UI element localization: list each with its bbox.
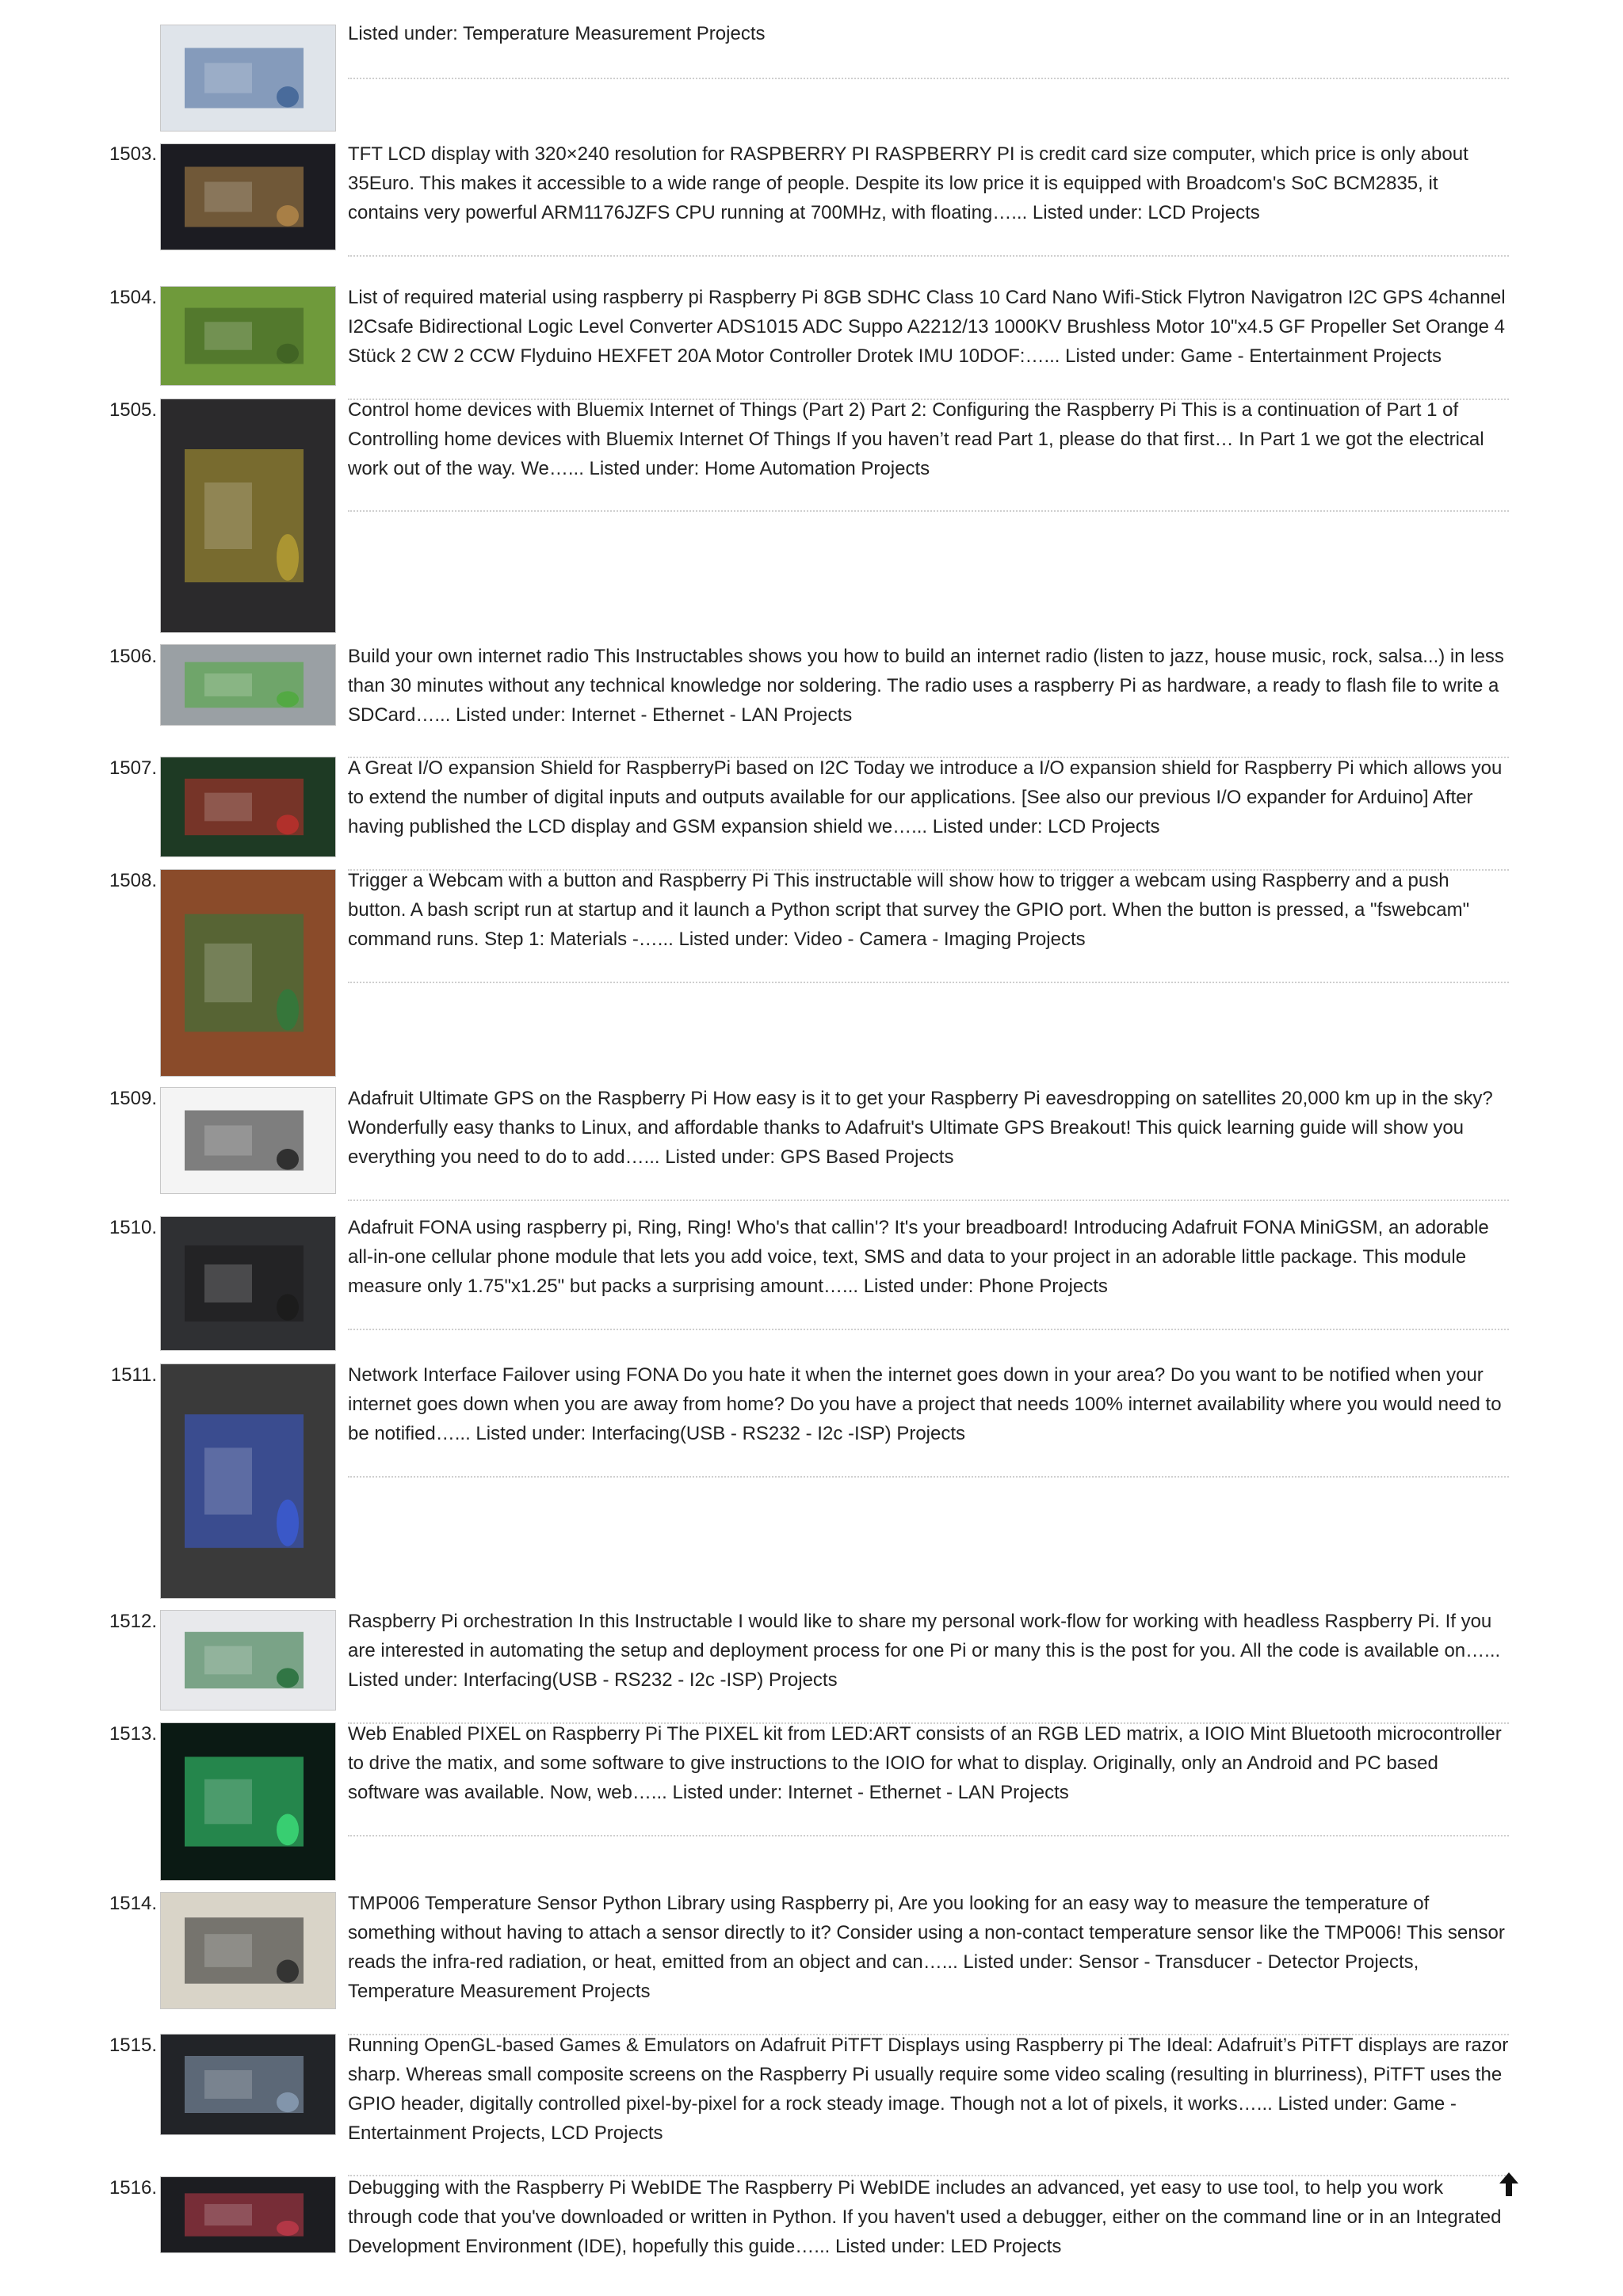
entry-description[interactable]: Build your own internet radio This Instructables shows you how to build an internet radio (listen to jazz, house music, rock, salsa...) in less than 30 minutes without any technical knowledge nor soldering. The radio uses a raspberry Pi as hardware, a ready to flash file to write a SDCard…... Listed under: Internet - Ethernet - LAN Projects [348, 646, 1504, 726]
entry-description[interactable]: TMP006 Temperature Sensor Python Library using Raspberry pi, Are you looking for an easy way to measure the temperature of something without having to attach a sensor directly to it? Consider using a non-contact temperature sensor like the TMP006! This sensor reads the infra-red radiation, or heat, emitted from an object and can…... Listed under: Sensor - Transducer - Detector Projects, Temperature Measurement Projects [348, 1893, 1505, 2002]
led-matrix-photo [161, 1723, 335, 1880]
back-to-top-button[interactable] [1498, 2171, 1520, 2198]
breadboard-wiring-photo [161, 399, 335, 632]
entry-separator [348, 255, 1509, 257]
entry-separator [348, 1329, 1509, 1330]
entry-separator [348, 982, 1509, 983]
entry-description[interactable]: Web Enabled PIXEL on Raspberry Pi The PIXEL kit from LED:ART consists of an RGB LED matrix, a IOIO Mint Bluetooth microcontroller to drive the matix, and some software to give instructions to the IOIO for what to display. Originally, only an Android and PC based software was available. Now, web…... Listed under: Internet - Ethernet - LAN Projects [348, 1723, 1502, 1803]
entry-number: 1513. [109, 1723, 157, 1745]
entry-number: 1507. [109, 757, 157, 779]
entry-thumbnail[interactable] [160, 1087, 336, 1194]
entry-thumbnail[interactable] [160, 1610, 336, 1711]
entry-thumbnail[interactable] [160, 757, 336, 857]
entry-description[interactable]: A Great I/O expansion Shield for RaspberryPi based on I2C Today we introduce a I/O expansion shield for Raspberry Pi which allows you to extend the number of digital inputs and outputs available for our applications. [See also our previous I/O expander for Arduino] After having published the LCD display and GSM expansion shield we…... Listed under: LCD Projects [348, 757, 1503, 837]
entry-description[interactable]: Network Interface Failover using FONA Do you hate it when the internet goes down in your area? Do you want to be notified when your internet goes down when you are away from home? Do you have a project that needs 100% internet availability where you would need to be notified…... Listed under: Interfacing(USB - RS232 - I2c -ISP) Projects [348, 1364, 1502, 1444]
entry-number: 1509. [109, 1088, 157, 1109]
fona-gsm-module-photo [161, 1217, 335, 1350]
gps-breakout-photo [161, 1088, 335, 1193]
entry-description[interactable]: Debugging with the Raspberry Pi WebIDE The Raspberry Pi WebIDE includes an advanced, yet easy to use tool, to help you work through code that you've downloaded or written in Python. If you haven't used a debugger, either on the command line or in an Integrated Development Environment (IDE), hopefully this guide…... Listed under: LED Projects [348, 2177, 1502, 2257]
entry-thumbnail[interactable] [160, 1363, 336, 1599]
entry-thumbnail[interactable] [160, 2176, 336, 2253]
entry-thumbnail[interactable] [160, 399, 336, 633]
entry-number: 1510. [109, 1217, 157, 1238]
tmp006-sensor-breadboard-photo [161, 1893, 335, 2008]
entry-description[interactable]: Listed under: Temperature Measurement Projects [348, 23, 766, 44]
entry-number: 1508. [109, 870, 157, 891]
entry-thumbnail[interactable] [160, 25, 336, 132]
entry-separator [348, 510, 1509, 512]
entry-description[interactable]: Adafruit FONA using raspberry pi, Ring, Ring! Who's that callin'? It's your breadboard! Introducing Adafruit FONA MiniGSM, an adorable all-in-one cellular phone module that lets you add voice, text, SMS and data to your project in an adorable little package. This module measure only 1.75"x1.25" but packs a surprising amount…... Listed under: Phone Projects [348, 1217, 1489, 1297]
entry-description[interactable]: Control home devices with Bluemix Internet of Things (Part 2) Part 2: Configuring the Raspberry Pi This is a continuation of Part 1 of Controlling home devices with Bluemix Internet Of Things If you haven’t read Part 1, please do that first… In Part 1 we got the electrical work out of the way. We…... Listed under: Home Automation Projects [348, 399, 1484, 479]
entry-number: 1516. [109, 2177, 157, 2199]
entry-separator [348, 1199, 1509, 1201]
tft-lcd-display-photo [161, 144, 335, 250]
entry-thumbnail[interactable] [160, 286, 336, 386]
entry-thumbnail[interactable] [160, 1722, 336, 1881]
entry-thumbnail[interactable] [160, 644, 336, 726]
raspberry-pi-terminal-screenshot [161, 25, 335, 131]
raspberry-pi-case-and-speaker-photo [161, 645, 335, 725]
entry-description[interactable]: List of required material using raspberry pi Raspberry Pi 8GB SDHC Class 10 Card Nano Wifi-Stick Flytron Navigatron I2C GPS 4channel I2Csafe Bidirectional Logic Level Converter ADS1015 ADC Suppo A2212/13 1000KV Brushless Motor 10"x4.5 GF Propeller Set Orange 4 Stück 2 CW 2 CCW Flyduino HEXFET 20A Motor Controller Drotek IMU 10DOF:…... Listed under: Game - Entertainment Projects [348, 287, 1506, 367]
quadcopter-on-grass-photo [161, 287, 335, 385]
entry-description[interactable]: Running OpenGL-based Games & Emulators on Adafruit PiTFT Displays using Raspberry pi The Ideal: Adafruit’s PiTFT displays are razor sharp. Whereas small composite screens on the Raspberry Pi usually require some video scaling (resulting in blurriness), PiTFT uses the GPIO header, digitally controlled pixel-by-pixel for a rock steady image. Though not a lot of pixels, it works…... Listed under: Game - Entertainment Projects, LCD Projects [348, 2035, 1509, 2144]
entry-number: 1515. [109, 2035, 157, 2056]
entry-number: 1512. [109, 1611, 157, 1632]
entry-thumbnail[interactable] [160, 143, 336, 250]
entry-number: 1511. [110, 1364, 157, 1386]
entry-thumbnail[interactable] [160, 1892, 336, 2009]
entry-number: 1504. [109, 287, 157, 308]
arrow-up-icon [1498, 2171, 1520, 2198]
webide-debugger-screenshot [161, 2177, 335, 2252]
entry-number: 1506. [109, 646, 157, 667]
entry-number: 1514. [109, 1893, 157, 1914]
entry-separator [348, 1476, 1509, 1478]
entry-separator [348, 78, 1509, 79]
entry-description[interactable]: Raspberry Pi orchestration In this Instructable I would like to share my personal work-flow for working with headless Raspberry Pi. If you are interested in automating the setup and deployment process for one Pi or many this is the post for you. All the code is available on…... Listed under: Interfacing(USB - RS232 - I2c -ISP) Projects [348, 1611, 1501, 1691]
entry-separator [348, 1835, 1509, 1836]
entry-number: 1503. [109, 143, 157, 165]
entry-description[interactable]: Adafruit Ultimate GPS on the Raspberry Pi How easy is it to get your Raspberry Pi eavesdropping on satellites 20,000 km up in the sky? Wonderfully easy thanks to Linux, and affordable thanks to Adafruit's Ultimate GPS Breakout! This quick learning guide will show you everything you need to do to add…... Listed under: GPS Based Projects [348, 1088, 1493, 1168]
entry-thumbnail[interactable] [160, 1216, 336, 1351]
fona-failover-setup-photo [161, 1364, 335, 1598]
pitft-game-screen-photo [161, 2035, 335, 2134]
webcam-button-raspberry-pi-photo [161, 870, 335, 1076]
entry-description[interactable]: TFT LCD display with 320×240 resolution for RASPBERRY PI RASPBERRY PI is credit card size computer, which price is only about 35Euro. This makes it accessible to a wide range of people. Despite its low price it is equipped with Broadcom's SoC BCM2835, it contains very powerful ARM1176JZFS CPU running at 700MHz, with floating…... Listed under: LCD Projects [348, 143, 1468, 223]
four-raspberry-pis-photo [161, 1611, 335, 1710]
entry-number: 1505. [109, 399, 157, 421]
entry-thumbnail[interactable] [160, 2034, 336, 2135]
io-expansion-shield-photo [161, 757, 335, 856]
entry-thumbnail[interactable] [160, 869, 336, 1077]
entry-description[interactable]: Trigger a Webcam with a button and Raspberry Pi This instructable will show how to trigger a webcam using Raspberry and a push button. A bash script run at startup and it launch a Python script that survey the GPIO port. When the button is pressed, a "fswebcam" command runs. Step 1: Materials -…... Listed under: Video - Camera - Imaging Projects [348, 870, 1470, 950]
